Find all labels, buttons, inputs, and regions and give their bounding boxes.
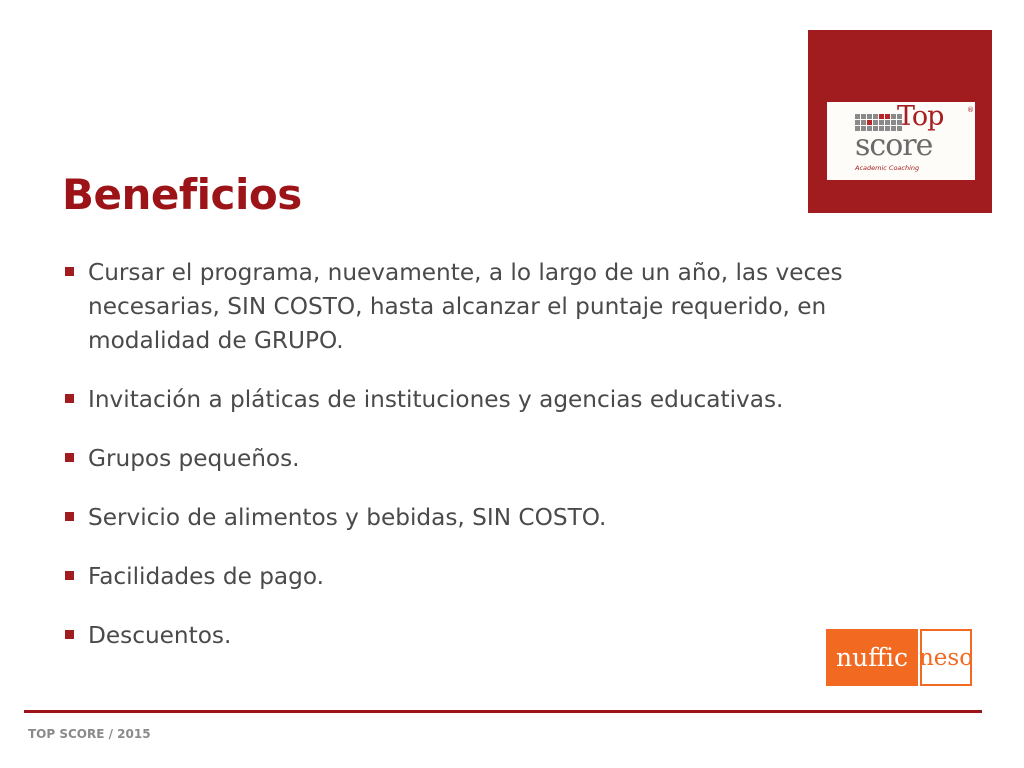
footer-divider <box>24 710 982 713</box>
list-item <box>62 560 922 594</box>
list-item-text: Cursar el programa, nuevamente, a lo largo de un año, las veces necesarias, SIN COSTO, hasta alcanzar el puntaje requerido, en modalidad de GRUPO. <box>88 259 843 354</box>
slide-title: Beneficios <box>62 170 302 219</box>
list-item-text: Facilidades de pago. <box>88 563 325 590</box>
benefits-list <box>62 256 922 678</box>
logo-tagline: Academic Coaching <box>855 164 920 172</box>
square-bullet-icon <box>65 630 74 639</box>
square-bullet-icon <box>65 267 74 276</box>
list-item-text: Descuentos. <box>88 622 232 649</box>
neso-logo-text: neso <box>920 629 972 686</box>
footer-text: TOP SCORE / 2015 <box>28 727 151 741</box>
square-bullet-icon <box>65 394 74 403</box>
list-item-text: Invitación a pláticas de instituciones y agencias educativas. <box>88 386 784 413</box>
topscore-logo <box>808 30 992 213</box>
square-bullet-icon <box>65 512 74 521</box>
list-item <box>62 383 922 417</box>
square-bullet-icon <box>65 571 74 580</box>
logo-word-score: score <box>855 128 933 163</box>
square-bullet-icon <box>65 453 74 462</box>
list-item <box>62 619 922 653</box>
list-item <box>62 501 922 535</box>
list-item <box>62 256 922 358</box>
topscore-logo-card <box>827 102 975 180</box>
list-item <box>62 442 922 476</box>
list-item-text: Servicio de alimentos y bebidas, SIN COSTO. <box>88 504 607 531</box>
list-item-text: Grupos pequeños. <box>88 445 300 472</box>
nuffic-logo-text: nuffic <box>826 629 920 686</box>
logo-registered-mark: ® <box>967 106 974 114</box>
nuffic-neso-logo <box>826 629 972 686</box>
logo-word-top: Top <box>897 101 944 132</box>
